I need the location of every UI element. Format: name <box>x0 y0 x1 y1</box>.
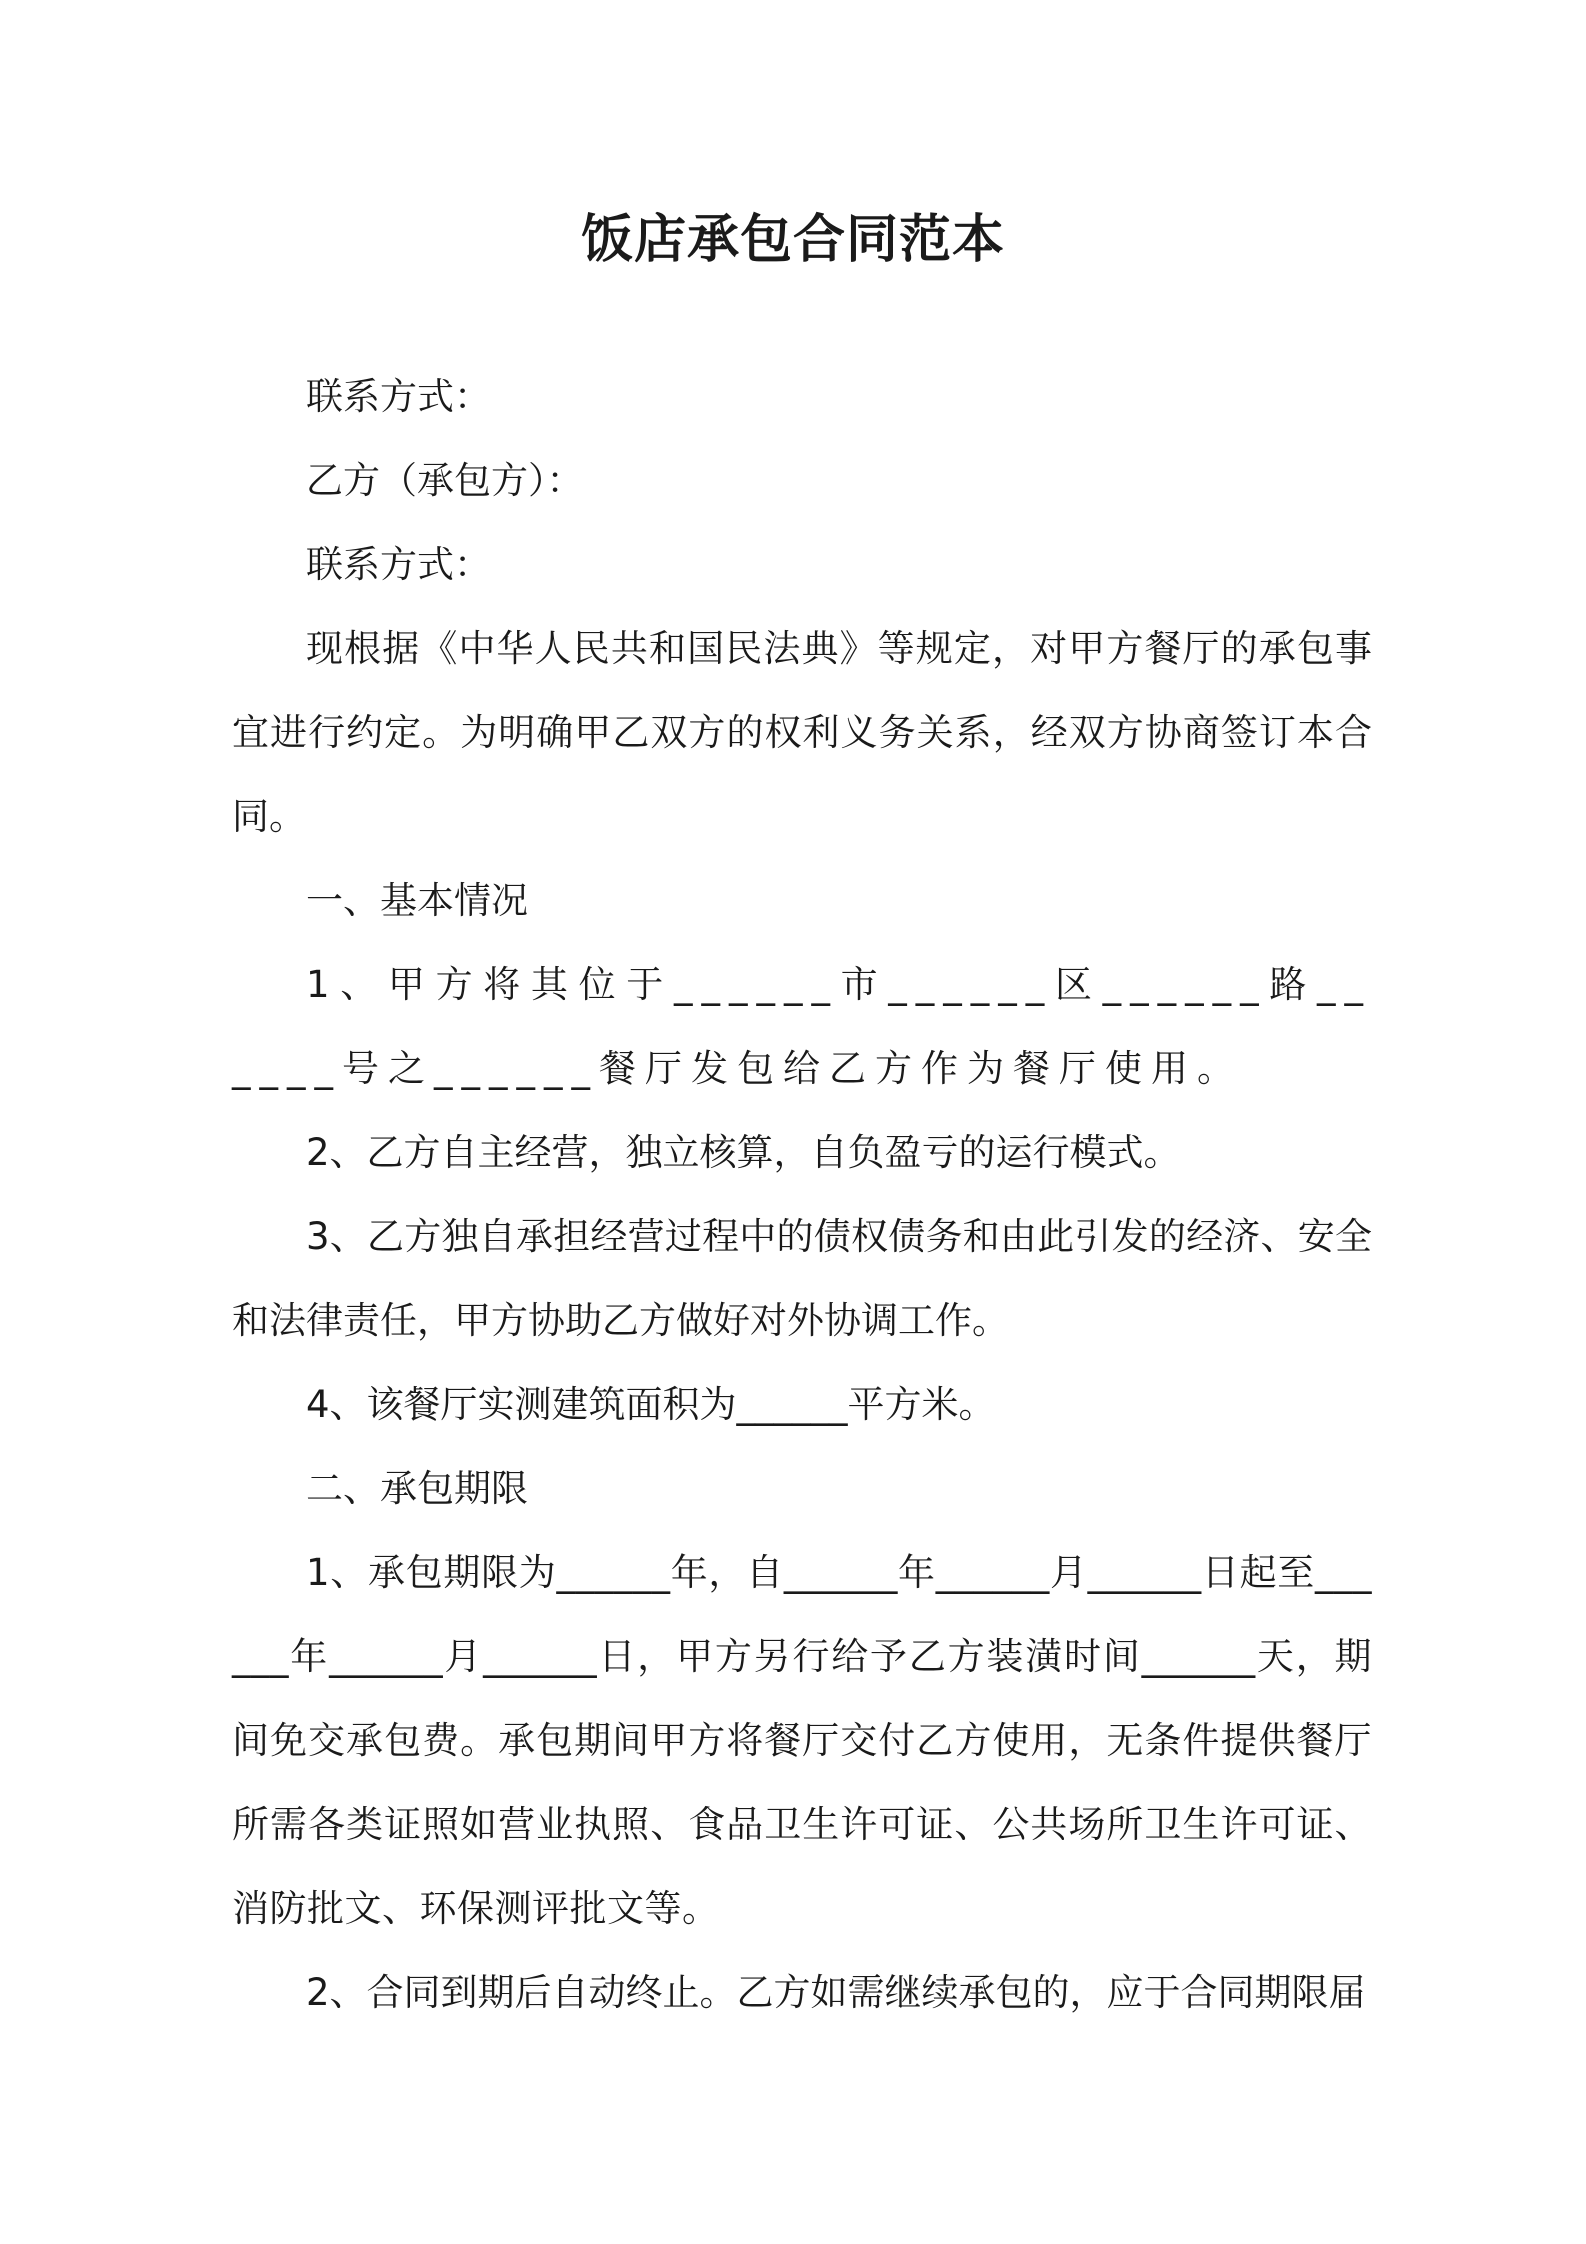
contact-line-party-b: 联系方式： <box>306 543 491 586</box>
preamble-paragraph: 现根据《中华人民共和国民法典》等规定，对甲方餐厅的承包事宜进行约定。为明确甲乙双方的权利义务关系，经双方协商签订本合同。 <box>232 627 1372 838</box>
clause-1-4-area: 4、该餐厅实测建筑面积为______平方米。 <box>306 1383 996 1426</box>
clause-1-2-operation: 2、乙方自主经营，独立核算，自负盈亏的运行模式。 <box>306 1131 1181 1174</box>
clause-1-3-liability: 3、乙方独自承担经营过程中的债权债务和由此引发的经济、安全和法律责任，甲方协助乙方做好对外协调工作。 <box>232 1215 1372 1342</box>
section-heading-basic-info: 一、基本情况 <box>306 879 528 922</box>
clause-2-1-term: 1、承包期限为______年，自______年______月______日起至______年______月______日，甲方另行给予乙方装潢时间______天，期间免交承包费。承包期间甲方将餐厅交付乙方使用，无条件提供餐厅所需各类证照如营业执照、食品卫生许可证、公共场所卫生许可证、消防批文、环保测评批文等。 <box>232 1551 1372 1930</box>
contact-line-party-a: 联系方式： <box>306 375 491 418</box>
clause-1-1-location: 1、甲方将其位于______市______区______路______号之______餐厅发包给乙方作为餐厅使用。 <box>232 963 1372 1090</box>
party-b-line: 乙方（承包方）： <box>306 459 584 502</box>
clause-2-2-expiry: 2、合同到期后自动终止。乙方如需继续承包的，应于合同期限届 <box>306 1971 1366 2014</box>
section-heading-term: 二、承包期限 <box>306 1467 528 1510</box>
document-body <box>232 355 1372 2035</box>
document-title: 饭店承包合同范本 <box>580 210 1005 270</box>
